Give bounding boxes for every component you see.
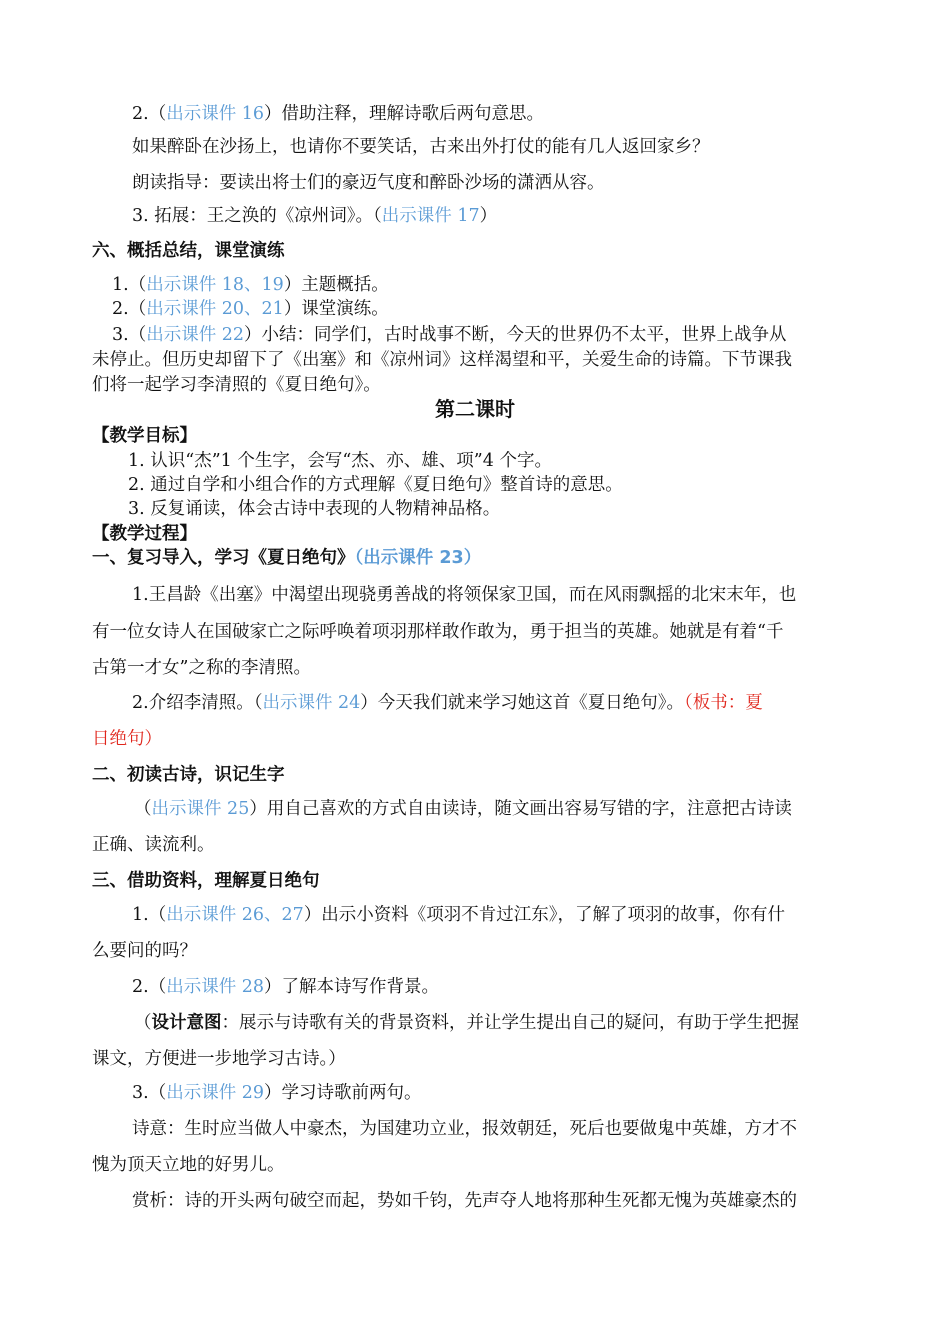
courseware-ref: 出示课件 16 bbox=[166, 104, 265, 124]
courseware-ref: （出示课件 23） bbox=[354, 548, 482, 568]
text: ）借助注释，理解诗歌后两句意思。 bbox=[264, 104, 545, 124]
text-line: 们将一起学习李清照的《夏日绝句》。 bbox=[92, 375, 381, 395]
courseware-ref: 出示课件 25 bbox=[151, 799, 250, 819]
text-line: 1. 认识“杰”1 个生字，会写“杰、亦、雄、项”4 个字。 bbox=[128, 451, 552, 471]
courseware-ref: 出示课件 17 bbox=[381, 206, 480, 226]
text-line: 古第一才女”之称的李清照。 bbox=[92, 658, 311, 678]
text-line: 么要问的吗？ bbox=[92, 941, 197, 961]
text: ）用自己喜欢的方式自由读诗，随文画出容易写错的字，注意把古诗读 bbox=[249, 799, 792, 819]
blackboard-note: （板书：夏 bbox=[684, 693, 763, 713]
text-line: 2. 通过自学和小组合作的方式理解《夏日绝句》整首诗的意思。 bbox=[128, 475, 623, 495]
text-line: 诗意：生时应当做人中豪杰，为国建功立业，报效朝廷，死后也要做鬼中英雄，方才不 bbox=[132, 1119, 797, 1139]
text-line: 3. 反复诵读，体会古诗中表现的人物精神品格。 bbox=[128, 499, 501, 519]
courseware-ref: 出示课件 22 bbox=[146, 325, 245, 345]
section-heading: 二、初读古诗，识记生字 bbox=[92, 765, 285, 785]
text: （ bbox=[134, 1013, 152, 1033]
courseware-ref: 出示课件 28 bbox=[166, 977, 265, 997]
section-heading: 【教学过程】 bbox=[92, 524, 197, 544]
design-intent-label: 设计意图 bbox=[151, 1013, 222, 1033]
text-line bbox=[134, 1011, 799, 1035]
courseware-ref: 出示课件 26、27 bbox=[166, 905, 304, 925]
text-line bbox=[112, 273, 389, 297]
lesson-title: 第二课时 bbox=[435, 397, 515, 421]
text: 3.（ bbox=[132, 1083, 167, 1103]
courseware-ref: 出示课件 24 bbox=[262, 693, 361, 713]
text-line: 课文，方便进一步地学习古诗。） bbox=[92, 1049, 346, 1069]
blackboard-note: 日绝句） bbox=[92, 729, 162, 749]
text: 2.介绍李清照。（ bbox=[132, 693, 263, 713]
text: （ bbox=[134, 799, 152, 819]
text: ）了解本诗写作背景。 bbox=[264, 977, 440, 997]
text: ：展示与诗歌有关的背景资料，并让学生提出自己的疑问，有助于学生把握 bbox=[221, 1013, 799, 1033]
text: ）今天我们就来学习她这首《夏日绝句》。 bbox=[360, 693, 685, 713]
text-line bbox=[132, 903, 785, 927]
text: ）课堂演练。 bbox=[283, 299, 389, 319]
section-heading: 三、借助资料，理解夏日绝句 bbox=[92, 871, 320, 891]
courseware-ref: 出示课件 29 bbox=[166, 1083, 265, 1103]
text: 1.（ bbox=[132, 905, 167, 925]
text-line bbox=[132, 204, 497, 228]
text-line bbox=[132, 691, 763, 715]
text-line: 正确、读流利。 bbox=[92, 835, 215, 855]
text: ） bbox=[479, 206, 498, 226]
text-line: 朗读指导：要读出将士们的豪迈气度和醉卧沙场的潇洒从容。 bbox=[132, 173, 605, 193]
text-line: 赏析：诗的开头两句破空而起，势如千钧，先声夺人地将那种生死都无愧为英雄豪杰的 bbox=[132, 1191, 797, 1211]
text: 1.（ bbox=[112, 275, 147, 295]
text-line bbox=[132, 975, 439, 999]
section-heading bbox=[92, 546, 481, 570]
text: ）主题概括。 bbox=[283, 275, 389, 295]
text-line bbox=[132, 102, 544, 126]
text-line bbox=[112, 297, 389, 321]
text-line bbox=[112, 323, 787, 347]
text: ）小结：同学们，古时战事不断，今天的世界仍不太平，世界上战争从 bbox=[244, 325, 787, 345]
text-line: 未停止。但历史却留下了《出塞》和《凉州词》这样渴望和平，关爱生命的诗篇。下节课我 bbox=[92, 350, 792, 370]
text: 一、复习导入，学习《夏日绝句》 bbox=[92, 548, 355, 568]
text-line: 愧为顶天立地的好男儿。 bbox=[92, 1155, 285, 1175]
text: 3. 拓展：王之涣的《凉州词》。（ bbox=[132, 206, 382, 226]
courseware-ref: 出示课件 20、21 bbox=[146, 299, 284, 319]
text: 2.（ bbox=[132, 977, 167, 997]
text-line: 如果醉卧在沙扬上，也请你不要笑话，古来出外打仗的能有几人返回家乡？ bbox=[132, 137, 710, 157]
section-heading: 【教学目标】 bbox=[92, 426, 197, 446]
courseware-ref: 出示课件 18、19 bbox=[146, 275, 284, 295]
text-line bbox=[132, 1081, 422, 1105]
text: 3.（ bbox=[112, 325, 147, 345]
text-line: 有一位女诗人在国破家亡之际呼唤着项羽那样敢作敢为，勇于担当的英雄。她就是有着“千 bbox=[92, 622, 784, 642]
text: ）学习诗歌前两句。 bbox=[264, 1083, 422, 1103]
text: 2.（ bbox=[112, 299, 147, 319]
section-heading: 六、概括总结，课堂演练 bbox=[92, 241, 285, 261]
text-line: 1.王昌龄《出塞》中渴望出现骁勇善战的将领保家卫国，而在风雨飘摇的北宋末年，也 bbox=[132, 585, 797, 605]
text: ）出示小资料《项羽不肯过江东》，了解了项羽的故事，你有什 bbox=[303, 905, 786, 925]
text-line bbox=[134, 797, 792, 821]
text: 2.（ bbox=[132, 104, 167, 124]
